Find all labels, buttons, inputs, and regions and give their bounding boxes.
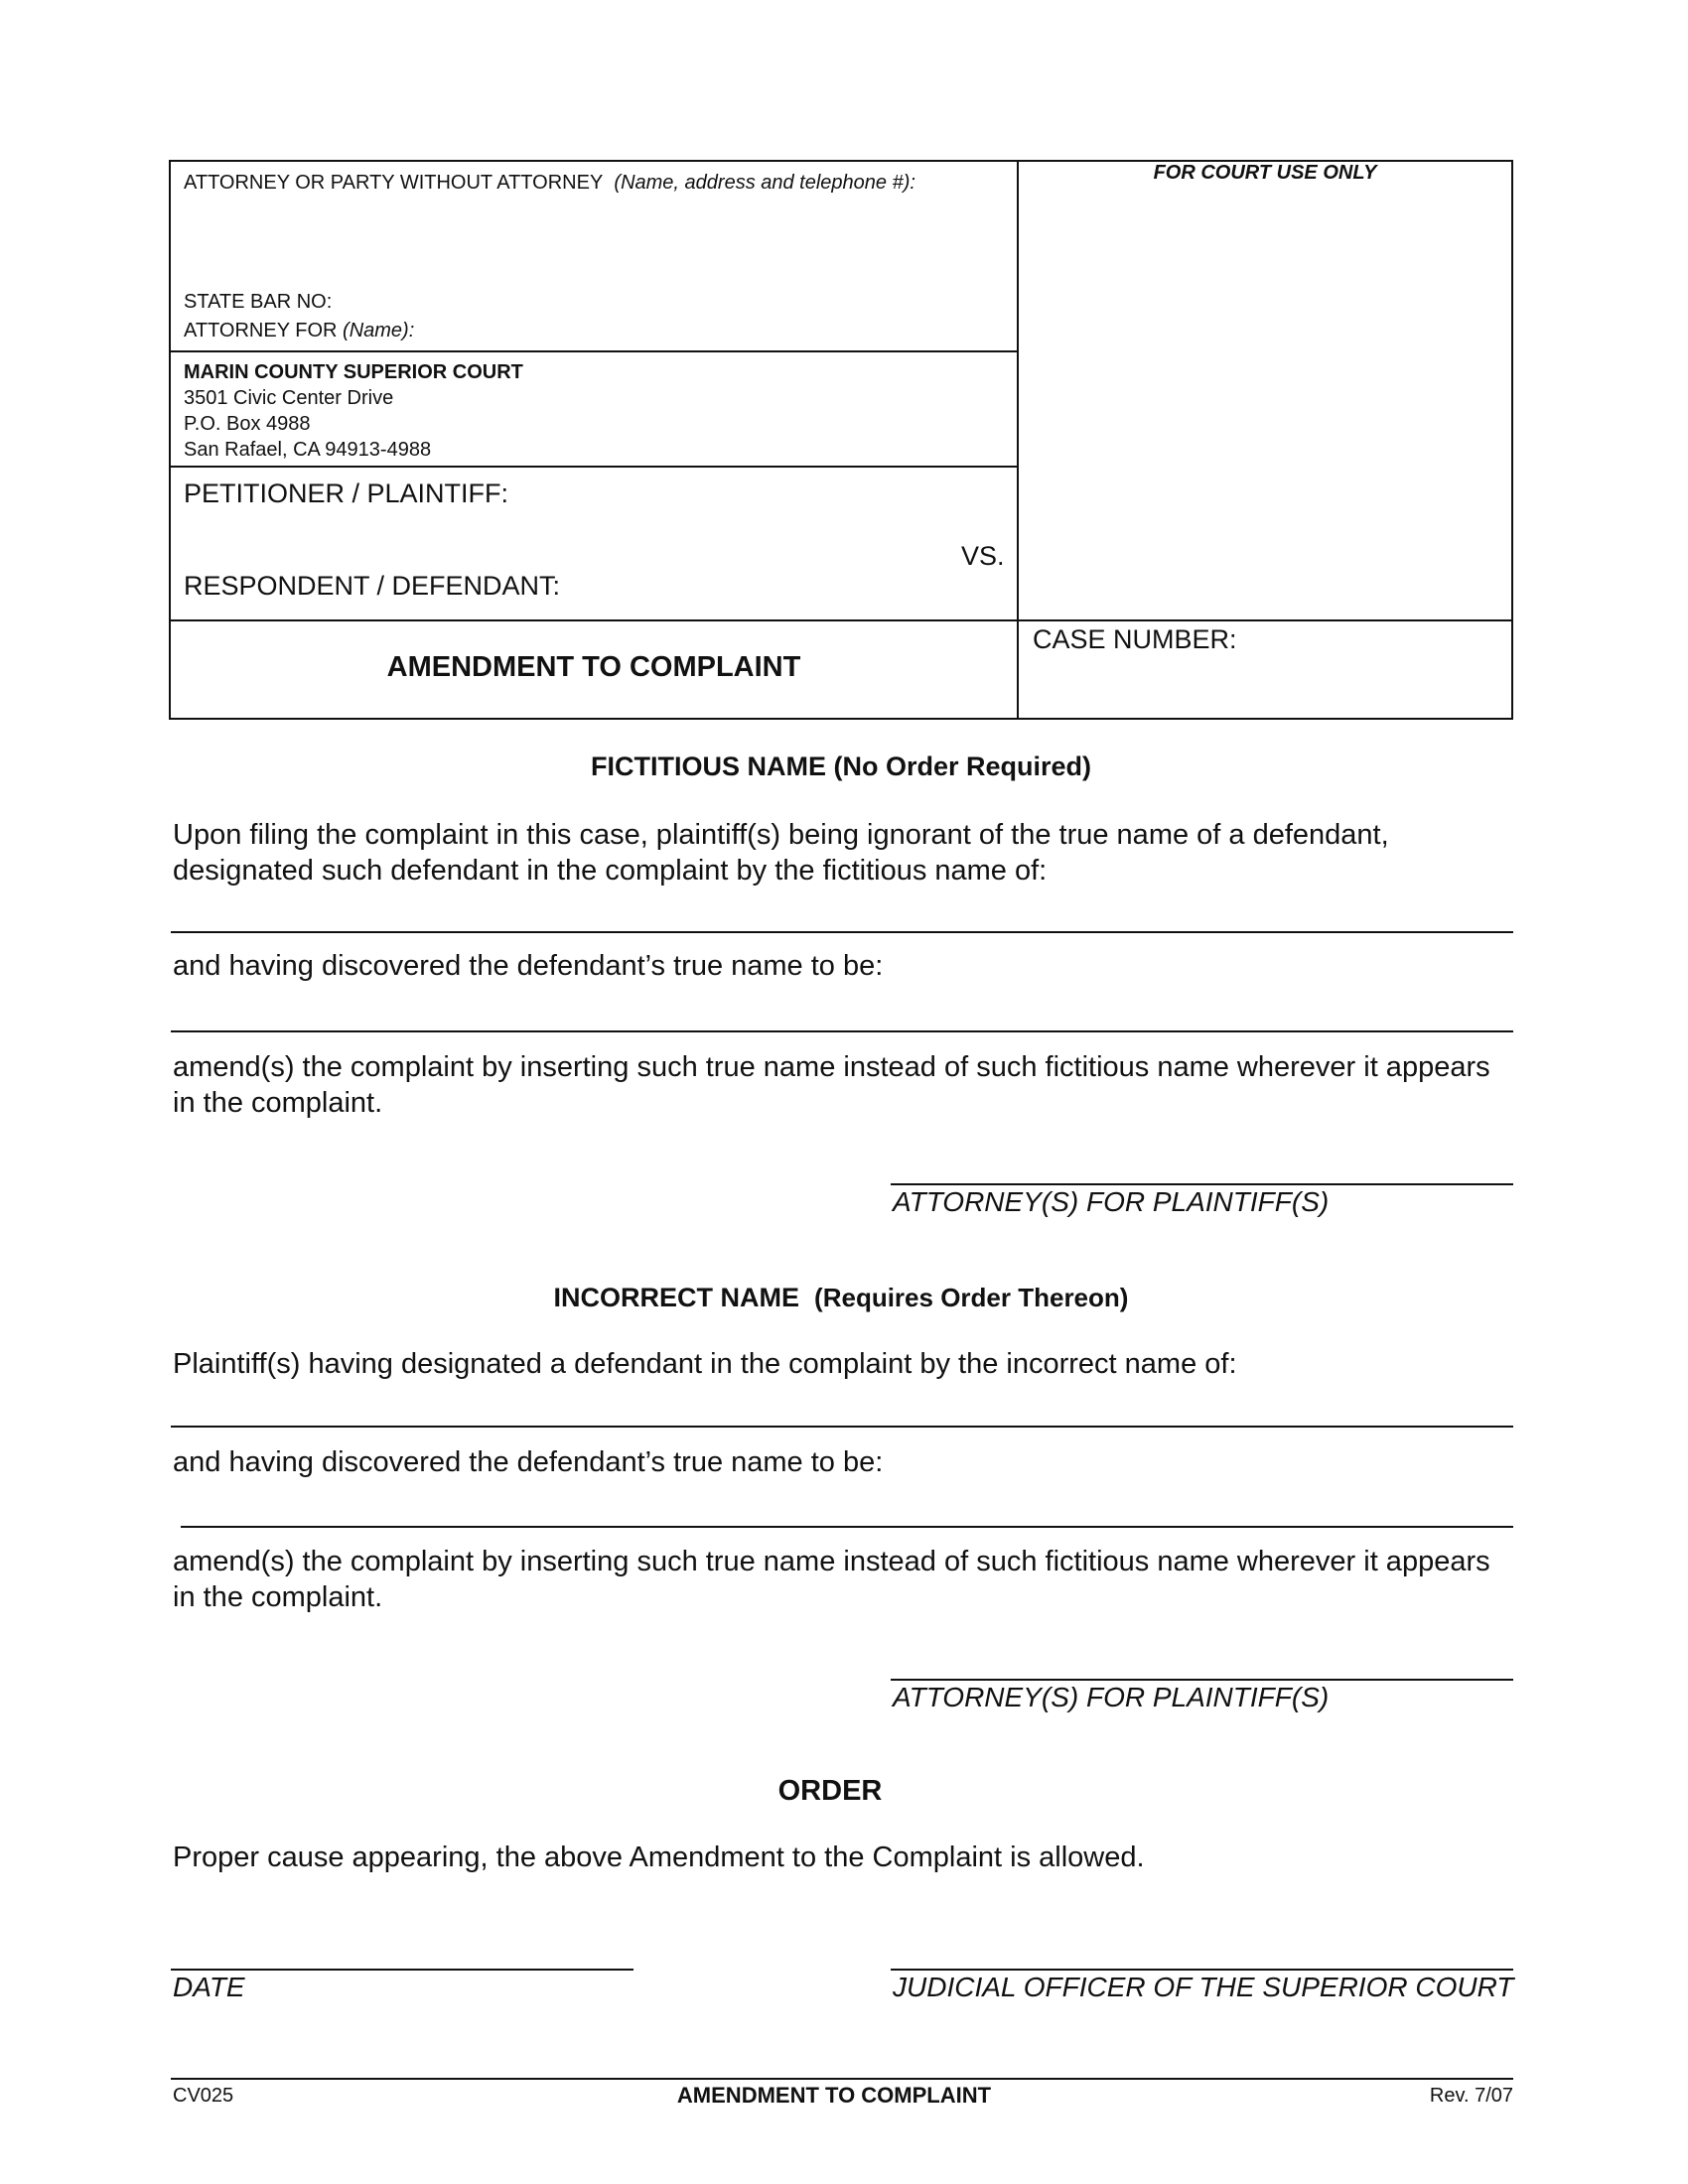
court-address-line: 3501 Civic Center Drive: [184, 387, 394, 409]
court-address-block: [184, 359, 523, 463]
caption-rule: [169, 466, 1018, 468]
attorney-label: ATTORNEY OR PARTY WITHOUT ATTORNEY (Name, address and telephone #):: [184, 172, 915, 194]
incorrect-para-1: Plaintiff(s) having designated a defendant in the complaint by the incorrect name of:: [173, 1348, 1237, 1380]
incorrect-para-2: and having discovered the defendant’s true name to be:: [173, 1446, 884, 1478]
respondent-label: RESPONDENT / DEFENDANT:: [184, 571, 561, 601]
petitioner-label: PETITIONER / PLAINTIFF:: [184, 478, 509, 508]
revision-label: Rev. 7/07: [1429, 2085, 1513, 2107]
attorney-signature-line[interactable]: [891, 1679, 1513, 1681]
incorrect-heading: INCORRECT NAME (Requires Order Thereon): [553, 1283, 1129, 1312]
case-number-label: CASE NUMBER:: [1033, 624, 1237, 654]
court-address-line: San Rafael, CA 94913-4988: [184, 439, 432, 461]
fictitious-heading: FICTITIOUS NAME (No Order Required): [590, 751, 1091, 781]
order-heading: ORDER: [777, 1775, 883, 1807]
true-name-line[interactable]: [171, 1030, 1513, 1032]
true-name-line[interactable]: [181, 1526, 1513, 1528]
court-use-label: FOR COURT USE ONLY: [1153, 162, 1377, 184]
fictitious-para-1: Upon filing the complaint in this case, plaintiff(s) being ignorant of the true name of a defendant, designated such defendant in the complaint by the fictitious name of:: [173, 819, 1389, 887]
judicial-signature-line[interactable]: [891, 1969, 1513, 1971]
caption-divider: [1017, 160, 1019, 720]
fictitious-name-line[interactable]: [171, 931, 1513, 933]
incorrect-name-line[interactable]: [171, 1426, 1513, 1428]
attorney-signature-label: ATTORNEY(S) FOR PLAINTIFF(S): [893, 1682, 1330, 1712]
state-bar-label: STATE BAR NO:: [184, 291, 333, 313]
footer-title: AMENDMENT TO COMPLAINT: [676, 2083, 992, 2108]
caption-rule: [169, 350, 1018, 352]
judicial-signature-label: JUDICIAL OFFICER OF THE SUPERIOR COURT: [893, 1972, 1514, 2002]
form-code: CV025: [173, 2085, 234, 2107]
attorney-signature-label: ATTORNEY(S) FOR PLAINTIFF(S): [893, 1186, 1330, 1217]
date-label: DATE: [173, 1972, 245, 2002]
attorney-for-label: ATTORNEY FOR (Name):: [184, 320, 415, 341]
footer-rule: [171, 2078, 1513, 2080]
form-title: AMENDMENT TO COMPLAINT: [386, 651, 801, 683]
caption-rule: [169, 619, 1513, 621]
court-name: MARIN COUNTY SUPERIOR COURT: [184, 361, 523, 383]
fictitious-para-3: amend(s) the complaint by inserting such true name instead of such fictitious name wherever it appears in the complaint.: [173, 1051, 1490, 1119]
attorney-signature-line[interactable]: [891, 1183, 1513, 1185]
fictitious-para-2: and having discovered the defendant’s true name to be:: [173, 950, 884, 982]
vs-label: VS.: [961, 541, 1005, 571]
date-line[interactable]: [171, 1969, 633, 1971]
court-address-line: P.O. Box 4988: [184, 413, 311, 435]
order-text: Proper cause appearing, the above Amendment to the Complaint is allowed.: [173, 1842, 1145, 1873]
incorrect-para-3: amend(s) the complaint by inserting such true name instead of such fictitious name wherever it appears in the complaint.: [173, 1546, 1490, 1613]
